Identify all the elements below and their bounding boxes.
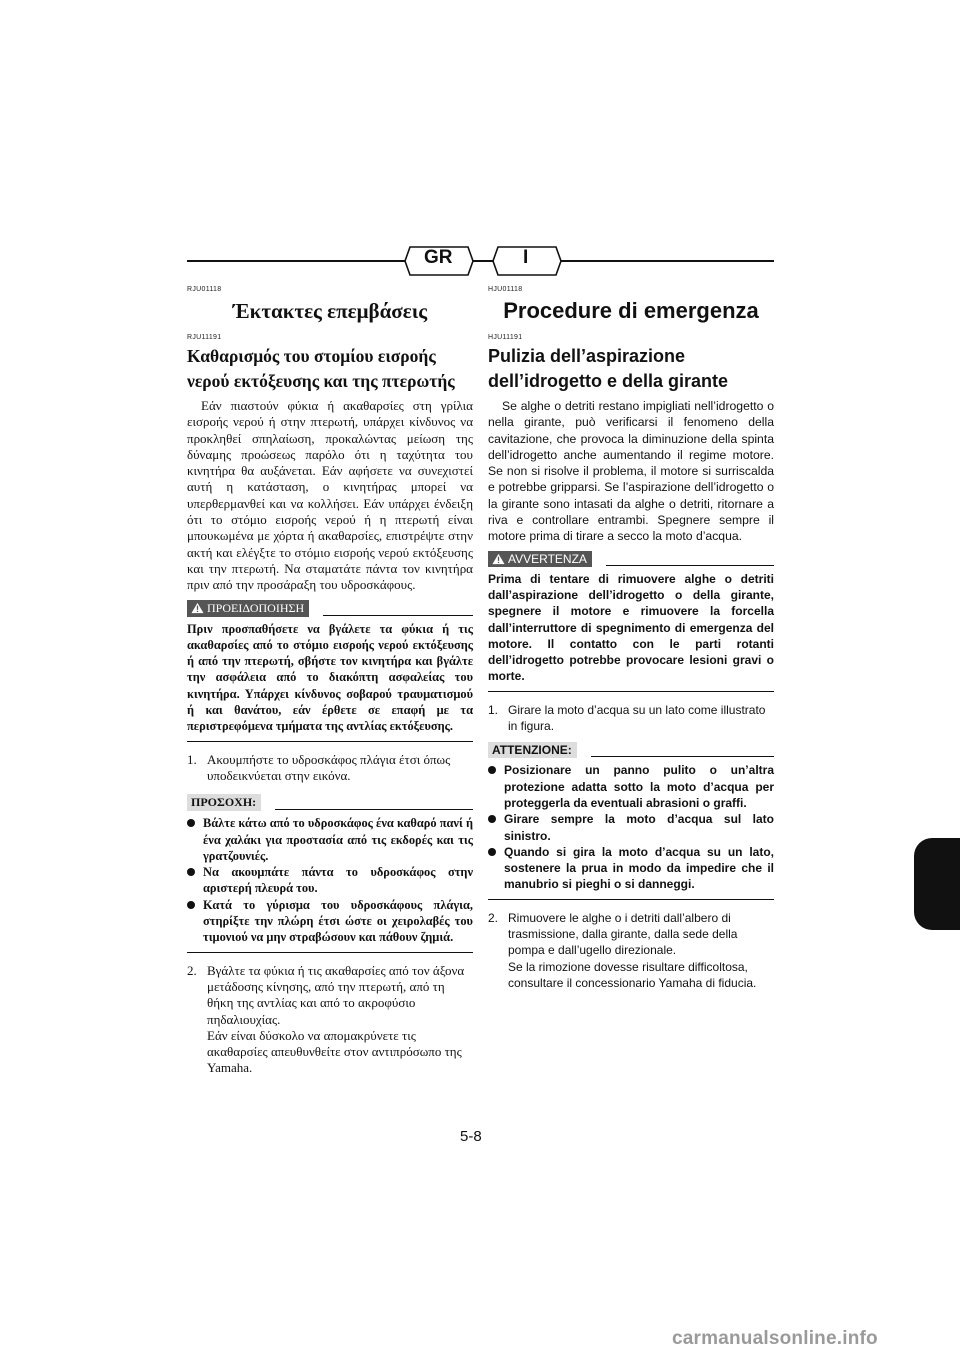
step-2 <box>488 910 774 991</box>
caution-item <box>488 811 774 844</box>
warning-text: Prima di tentare di rimuovere alghe o detriti dall’aspirazione dell’idrogetto o della girante, spegnere il motore e rimuovere la forcella dall’interruttore di spegnimento di emergenza del motore. Il contatto con le parti rotanti dell’idrogetto potrebbe provocare lesioni gravi o morte. <box>488 571 774 684</box>
step-1 <box>187 752 473 785</box>
intro-paragraph: Se alghe o detriti restano impigliati nell’idrogetto o nella girante, può verificarsi il fenomeno della cavitazione, che provoca la diminuzione della spinta dell’idrogetto anche aumentando il regime motore. Se non si risolve il problema, il motore si surriscalda e potrebbe gripparsi. Se l’aspirazione dell’idrogetto o la girante sono intasati da alghe o detriti, ritornare a riva e controllare entrambi. Spegnere sempre il motore prima di tirare a secco la moto d’acqua. <box>488 399 774 544</box>
caution-end-rule <box>187 952 473 953</box>
header-rule-center <box>473 260 493 262</box>
bullet-icon <box>187 868 195 876</box>
caution-badge <box>187 794 261 811</box>
caution-item <box>187 864 473 897</box>
caution-item-text: Girare sempre la moto d’acqua sul lato sinistro. <box>504 812 774 843</box>
header-rule-right <box>561 260 774 262</box>
warning-badge <box>488 551 592 567</box>
step-text: Ακουμπήστε το υδροσκάφος πλάγια έτσι όπως υποδεικνύεται στην εικόνα. <box>207 751 451 783</box>
page-title: Procedure di emergenza <box>503 298 759 323</box>
warning-header <box>187 600 473 617</box>
step-extra-text: Εάν είναι δύσκολο να απομακρύνετε τις ακαθαρσίες απευθυνθείτε στον αντιπρόσωπο της Yamaha. <box>207 1027 462 1076</box>
greek-column <box>187 285 473 1077</box>
italian-column <box>488 285 774 991</box>
lang-label-i: I <box>523 247 529 268</box>
caution-rule <box>591 756 774 757</box>
caution-rule <box>275 809 473 810</box>
section-code: RJU01118 <box>187 286 222 293</box>
caution-item-text: Κατά το γύρισμα του υδροσκάφους πλάγια, στηρίξτε την πλώρη έτσι ώστε οι χειρολαβές του τιμονιού να μην στραβώσουν και πάθουν ζημιά. <box>203 897 473 945</box>
step-text: Βγάλτε τα φύκια ή τις ακαθαρσίες από τον άξονα μετάδοσης κίνησης, από την πτερωτή, από τη θήκη της αντλίας και από το ακροφύσιο πηδαλιουχίας. <box>207 962 465 1027</box>
caution-item-text: Quando si gira la moto d’acqua su un lato, sostenere la prua in modo da impedire che il manubrio si pieghi o si danneggi. <box>504 844 774 892</box>
warning-label: ΠΡΟΕΙΔΟΠΟΙΗΣΗ <box>207 600 305 615</box>
step-extra-text: Se la rimozione dovesse risultare difficoltosa, consultare il concessionario Yamaha di fiducia. <box>508 959 757 990</box>
warning-rule <box>323 615 473 616</box>
warning-text: Πριν προσπαθήσετε να βγάλετε τα φύκια ή τις ακαθαρσίες από το στόμιο εισροής νερού εκτόξευσης ή από την πτερωτή, σβήστε τον κινητήρα και βγάλτε την ασφάλεια από το διακόπτη ασφαλείας του κινητήρα. Υπάρχει κίνδυνος σοβαρού τραυματισμού ή και θανάτου, εάν έρθετε σε επαφή με τα περιστρεφόμενα τμήματα της αντλίας εκτόξευσης. <box>187 621 473 734</box>
step-2 <box>187 963 473 1077</box>
bullet-icon <box>488 815 496 823</box>
chapter-thumb-tab <box>914 838 960 930</box>
caution-badge <box>488 742 577 758</box>
intro-paragraph: Εάν πιαστούν φύκια ή ακαθαρσίες στη γρίλια εισροής νερού ή στην πτερωτή, υπάρχει κίνδυνος να προκληθεί σπηλαίωση, προκαλώντας μείωση της δύναμης προώσεως παρόλο ότι η ταχύτητα του κινητήρα θα αυξάνεται. Εάν αφήσετε να συνεχιστεί αυτή η κατάσταση, ο κινητήρας μπορεί να υπερθερμανθεί και να κολλήσει. Εάν υπάρχει ένδειξη ότι το στόμιο εισροής νερού ή η πτερωτή είναι μπουκωμένα με χόρτα ή ακαθαρσίες, επιστρέψτε στην ακτή και ελέγξτε το στόμιο εισροής νερού εκτόξευσης και την πτερωτή. Να σταματάτε πάντα τον κινητήρα πριν από την προσάραξη του υδροσκάφους. <box>187 398 473 593</box>
warning-triangle-icon <box>492 553 505 565</box>
bullet-icon <box>488 848 496 856</box>
subsection-code: RJU11191 <box>187 334 222 341</box>
caution-item <box>488 844 774 893</box>
header-rule-left <box>187 260 410 262</box>
warning-triangle-icon <box>191 602 204 614</box>
bullet-icon <box>488 766 496 774</box>
section-heading: Pulizia dell’aspirazione dell’idrogetto e della girante <box>488 346 729 391</box>
section-code: HJU01118 <box>488 286 523 293</box>
warning-rule <box>606 565 774 566</box>
subsection-code: HJU11191 <box>488 334 523 341</box>
warning-end-rule <box>187 741 473 742</box>
step-1 <box>488 702 774 735</box>
bullet-icon <box>187 901 195 909</box>
caution-label: ATTENZIONE: <box>492 743 572 758</box>
warning-header <box>488 551 774 567</box>
caution-end-rule <box>488 899 774 900</box>
watermark: carmanualsonline.info <box>672 1328 878 1349</box>
warning-badge <box>187 600 309 617</box>
warning-end-rule <box>488 691 774 692</box>
page-title: Έκτακτες επεμβάσεις <box>232 299 428 323</box>
step-text-block <box>508 910 774 991</box>
caution-item-text: Να ακουμπάτε πάντα το υδροσκάφος στην αριστερή πλευρά του. <box>203 865 473 896</box>
caution-item-text: Posizionare un panno pulito o un’altra protezione adatta sotto la moto d’acqua per proteggerla da eventuali abrasioni o graffi. <box>504 763 774 810</box>
step-text-block <box>207 963 473 1077</box>
caution-item <box>187 897 473 946</box>
step-number: 2. <box>187 962 197 978</box>
step-text: Rimuovere le alghe o i detriti dall’albero di trasmissione, dalla girante, dalla sede della pompa e dall’ugello direzionale. <box>508 910 738 958</box>
step-number: 1. <box>187 751 197 767</box>
step-text: Girare la moto d’acqua su un lato come illustrato in figura. <box>508 702 766 734</box>
caution-label: ΠΡΟΣΟΧΗ: <box>191 795 257 810</box>
section-heading: Καθαρισμός του στομίου εισροής νερού εκτόξευσης και της πτερωτής <box>187 346 455 391</box>
caution-item <box>488 762 774 811</box>
page-number: 5-8 <box>460 1128 482 1145</box>
bullet-icon <box>187 819 195 827</box>
lang-label-gr: GR <box>424 247 453 268</box>
caution-item-text: Βάλτε κάτω από το υδροσκάφος ένα καθαρό πανί ή ένα χαλάκι για προστασία από τις εκδορές και τις γρατζουνιές. <box>203 816 473 863</box>
caution-header <box>488 742 774 758</box>
caution-header <box>187 794 473 811</box>
warning-label: AVVERTENZA <box>508 551 587 566</box>
step-number: 1. <box>488 702 499 717</box>
step-number: 2. <box>488 910 499 925</box>
caution-item <box>187 815 473 864</box>
